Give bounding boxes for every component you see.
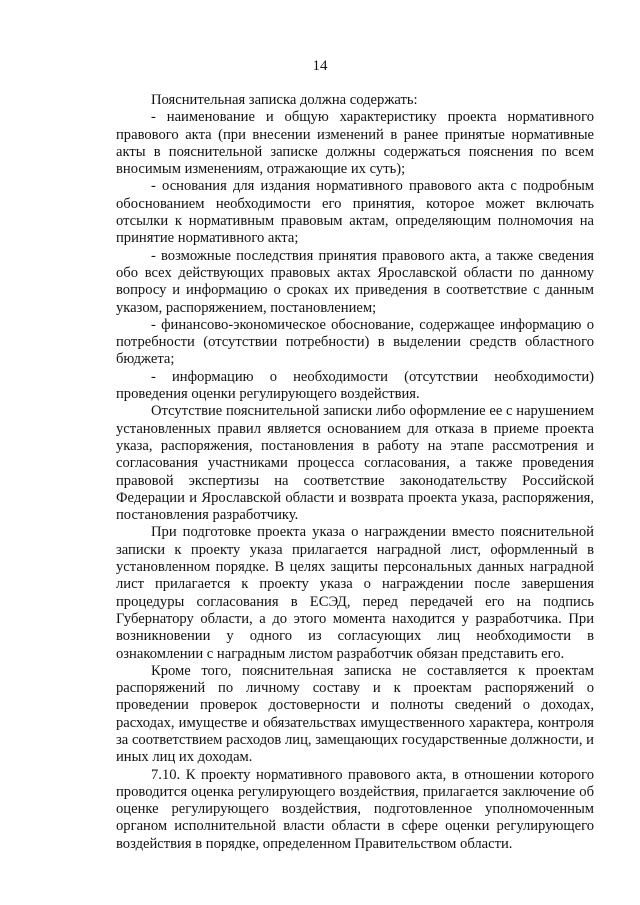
paragraph-7-10: 7.10. К проекту нормативного правового акта, в отношении которого проводится оценка регулирующего воздействия, прилагается заключение об оценке регулирующего воздействия, подготовленное уполномоченным органом исполнительной власти области в сфере оценки регулирующего воздействия в порядке, определенном Правительством области. xyxy=(116,766,594,852)
list-item-regulatory: - информацию о необходимости (отсутствии необходимости) проведения оценки регулирующего воздействия. xyxy=(116,368,594,403)
document-body xyxy=(116,92,594,853)
list-item-financial: - финансово-экономическое обоснование, содержащее информацию о потребности (отсутствии потребности) в выделении средств областного бюджета; xyxy=(116,316,594,368)
list-item-consequences: - возможные последствия принятия правового акта, а также сведения обо всех действующих правовых актах Ярославской области по данному вопросу и информацию о сроках их приведения в соответствие с данным указом, распоряжением, постановлением; xyxy=(116,247,594,316)
list-item-name: - наименование и общую характеристику проекта нормативного правового акта (при внесении изменений в ранее принятые нормативные акты в пояснительной записке должны содержаться пояснения по всем вносимым изменениям, отражающие их суть); xyxy=(116,109,594,178)
paragraph-intro: Пояснительная записка должна содержать: xyxy=(151,92,418,108)
paragraph-award: При подготовке проекта указа о награждении вместо пояснительной записки к проекту указа прилагается наградной лист, оформленный в установленном порядке. В целях защиты персональных данных наградной лист прилагается к проекту указа о награждении после завершения процедуры согласования в ЕСЭД, перед передачей его на подпись Губернатору области, а до этого момента находится у разработчика. При возникновении у одного из согласующих лиц необходимости в ознакомлении с наградным листом разработчик обязан представить его. xyxy=(116,524,594,662)
list-item-grounds: - основания для издания нормативного правового акта с подробным обоснованием необходимости его принятия, которое может включать отсылки к нормативным правовым актам, определяющим полномочия на принятие нормативного акта; xyxy=(116,178,594,247)
paragraph-exceptions: Кроме того, пояснительная записка не составляется к проектам распоряжений по личному составу и к проектам распоряжений о проведении проверок достоверности и полноты сведений о доходах, расходах, имуществе и обязательствах имущественного характера, контроля за соответствием расходов лиц, замещающих государственные должности, и иных лиц их доходам. xyxy=(116,662,594,766)
page-number: 14 xyxy=(312,58,328,74)
paragraph-absence: Отсутствие пояснительной записки либо оформление ее с нарушением установленных правил является основанием для отказа в приеме проекта указа, распоряжения, постановления в работу на этапе рассмотрения и согласования участниками процесса согласования, а также проведения правовой экспертизы на соответствие законодательству Российской Федерации и Ярославской области и возврата проекта указа, распоряжения, постановления разработчику. xyxy=(116,403,594,524)
